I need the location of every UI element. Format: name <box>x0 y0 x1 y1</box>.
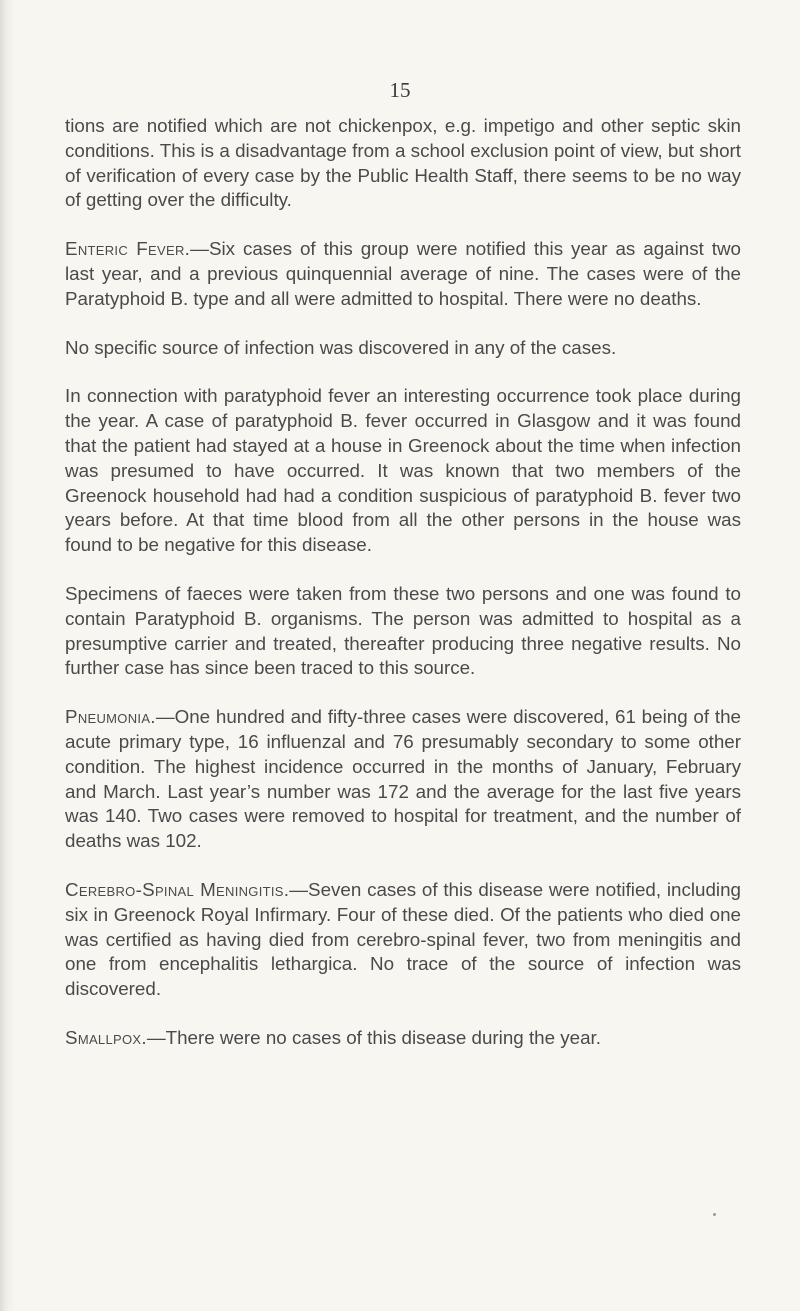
paragraph-paratyphoid-occurrence <box>65 384 741 558</box>
page-number: 15 <box>389 78 411 102</box>
paragraph-text: —Six cases of this group were notified this year as against two last year, and a previous quinquennial average of nine. The cases were of the Paratyphoid B. type and all were admitted to hospital. There were no deaths. <box>65 238 741 309</box>
paragraph-text: —There were no cases of this disease during the year. <box>146 1026 601 1048</box>
paragraph-enteric-fever <box>65 237 741 311</box>
paragraph-no-source <box>65 336 741 361</box>
paragraph-cerebro-spinal-meningitis <box>65 878 741 1002</box>
section-heading-pneumonia: Pneumonia. <box>65 706 156 728</box>
paragraph-smallpox <box>65 1026 741 1051</box>
paragraph-text: No specific source of infection was discovered in any of the cases. <box>65 336 617 358</box>
paragraph-text: —One hundred and fifty-three cases were discovered, 61 being of the acute primary type, 16 influenzal and 76 presumably secondary to some other condition. The highest incidence occurred in the months of January, February and March. Last year’s number was 172 and the average for the last five years was 140. Two cases were removed to hospital for treatment, and the number of deaths was 102. <box>65 706 741 852</box>
paragraph-text: Specimens of faeces were taken from these two persons and one was found to contain Paratyphoid B. organisms. The person was admitted to hospital as a presumptive carrier and treated, thereafter producing three negative results. No further case has since been traced to this source. <box>65 582 741 679</box>
section-heading-enteric-fever: Enteric Fever. <box>65 238 191 260</box>
section-heading-smallpox: Smallpox. <box>65 1026 147 1048</box>
paragraph-text: tions are notified which are not chickenpox, e.g. impetigo and other septic skin conditions. This is a disadvantage from a school exclusion point of view, but short of verification of every case by the Public Health Staff, there seems to be no way of getting over the difficulty. <box>65 115 741 211</box>
paragraph-specimens <box>65 582 741 681</box>
paragraph-chickenpox-continued <box>65 114 741 213</box>
section-heading-cerebro-spinal-meningitis: Cerebro-Spinal Meningitis. <box>65 878 290 900</box>
paragraph-text: —Seven cases of this disease were notified, including six in Greenock Royal Infirmary. Four of these died. Of the patients who died one was certified as having died from cerebro-spinal fever, two from meningitis and one from encephalitis lethargica. No trace of the source of infection was discovered. <box>65 878 741 1000</box>
body-text <box>65 114 741 1075</box>
paragraph-pneumonia <box>65 705 741 854</box>
paragraph-text: In connection with paratyphoid fever an interesting occurrence took place during the year. A case of paratyphoid B. fever occurred in Glasgow and it was found that the patient had stayed at a house in Greenock about the time when infection was presumed to have occurred. It was known that two members of the Greenock household had had a condition suspicious of paratyphoid B. fever two years before. At that time blood from all the other persons in the house was found to be negative for this disease. <box>65 385 741 556</box>
ink-speck <box>713 1213 716 1216</box>
